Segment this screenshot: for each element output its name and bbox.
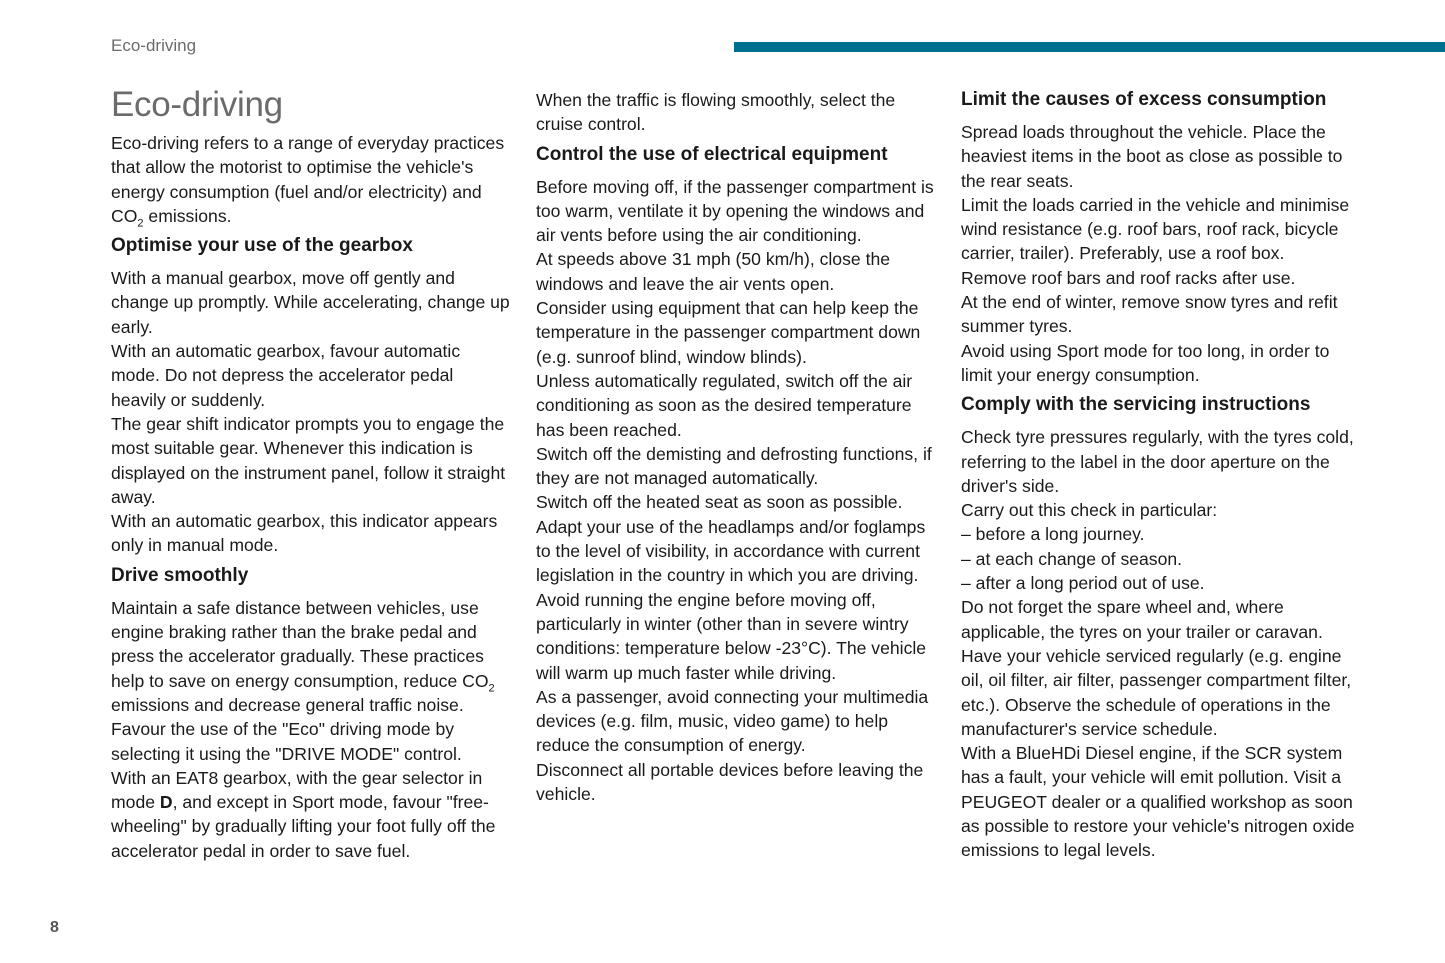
text-run: Limit the loads carried in the vehicle and minimise wind resistance (e.g. roof bars, roof rack, bicycle carrier, trailer). Preferably, use a roof box.: [961, 194, 1350, 264]
paragraph: [536, 515, 936, 588]
subscript: 2: [488, 682, 495, 695]
text-run: With an EAT8 gearbox, with the gear selector in mode: [111, 767, 483, 813]
paragraph: [961, 741, 1361, 862]
text-run: Unless automatically regulated, switch off the air conditioning as soon as the desired temperature has been reached.: [536, 370, 913, 440]
text-run: – before a long journey.: [961, 524, 1145, 545]
paragraph: [961, 290, 1361, 339]
bold-text: D: [159, 792, 173, 813]
text-run: Avoid running the engine before moving off, particularly in winter (other than in severe wintry conditions: temperature below -23°C). The vehicle will warm up much faster while driving.: [536, 589, 927, 683]
paragraph: [536, 296, 936, 369]
text-run: – after a long period out of use.: [961, 573, 1205, 594]
paragraph: [111, 509, 511, 558]
section-heading: [961, 88, 1361, 112]
text-run: Optimise your use of the gearbox: [111, 235, 413, 257]
section-heading: [536, 143, 936, 167]
column-right: [961, 88, 1361, 863]
text-run: , and except in Sport mode, favour "free-wheeling" by gradually lifting your foot fully off the accelerator pedal in order to save fuel.: [111, 792, 496, 861]
paragraph: [961, 498, 1361, 522]
paragraph: [536, 442, 936, 491]
page-number: 8: [50, 919, 59, 936]
text-run: At the end of winter, remove snow tyres and refit summer tyres.: [961, 292, 1338, 337]
paragraph: [536, 685, 936, 758]
subscript: 2: [137, 217, 144, 230]
section-heading: [961, 393, 1361, 417]
paragraph: [961, 644, 1361, 741]
paragraph: [111, 717, 511, 766]
text-run: Drive smoothly: [111, 564, 249, 586]
text-run: The gear shift indicator prompts you to engage the most suitable gear. Whenever this indication is displayed on the instrument panel, follow it straight away.: [111, 413, 506, 507]
running-header: Eco-driving: [111, 36, 197, 55]
text-run: Comply with the servicing instructions: [961, 394, 1311, 416]
text-run: emissions and decrease general traffic noise.: [111, 694, 464, 715]
paragraph: [961, 120, 1361, 193]
text-run: With a BlueHDi Diesel engine, if the SCR system has a fault, your vehicle will emit pollution. Visit a PEUGEOT dealer or a qualified workshop as soon as possible to restore your vehicle's nitrogen oxide emissions to legal levels.: [961, 743, 1355, 861]
text-run: Switch off the demisting and defrosting functions, if they are not managed automatically.: [536, 443, 932, 489]
paragraph: [111, 266, 511, 339]
text-run: Favour the use of the "Eco" driving mode by selecting it using the "DRIVE MODE" control.: [111, 719, 462, 764]
header-accent-bar: [734, 42, 1445, 52]
text-run: Before moving off, if the passenger compartment is too warm, ventilate it by opening the windows and air vents before using the air conditioning.: [536, 176, 934, 246]
page-title: [111, 85, 511, 124]
text-run: When the traffic is flowing smoothly, select the cruise control.: [536, 90, 896, 135]
paragraph: [536, 247, 936, 296]
paragraph: [961, 425, 1361, 498]
text-run: Switch off the heated seat as soon as possible.: [536, 492, 903, 513]
text-run: With an automatic gearbox, this indicator appears only in manual mode.: [111, 511, 498, 556]
text-run: With an automatic gearbox, favour automatic mode. Do not depress the accelerator pedal heavily or suddenly.: [111, 341, 461, 410]
section-heading: [111, 234, 511, 258]
paragraph: [961, 193, 1361, 266]
text-run: Have your vehicle serviced regularly (e.g. engine oil, oil filter, air filter, passenger compartment filter, etc.). Observe the schedule of operations in the manufacturer's service schedule.: [961, 645, 1352, 739]
text-run: Avoid using Sport mode for too long, in order to limit your energy consumption.: [961, 340, 1330, 385]
text-run: Check tyre pressures regularly, with the tyres cold, referring to the label in the door aperture on the driver's side.: [961, 427, 1354, 496]
paragraph: [111, 596, 511, 717]
text-run: With a manual gearbox, move off gently and change up promptly. While accelerating, change up early.: [111, 268, 510, 337]
text-run: Remove roof bars and roof racks after use.: [961, 267, 1296, 288]
paragraph: [961, 266, 1361, 290]
text-run: At speeds above 31 mph (50 km/h), close the windows and leave the air vents open.: [536, 249, 891, 294]
paragraph: [111, 766, 511, 863]
paragraph: [961, 595, 1361, 644]
paragraph: [111, 339, 511, 412]
paragraph: [536, 588, 936, 685]
paragraph: [111, 131, 511, 228]
paragraph: [536, 88, 936, 137]
text-run: Do not forget the spare wheel and, where applicable, the tyres on your trailer or caravan.: [961, 597, 1323, 642]
text-run: emissions.: [143, 205, 232, 226]
paragraph: [111, 412, 511, 509]
text-run: – at each change of season.: [961, 548, 1183, 569]
text-run: Eco-driving: [111, 85, 283, 124]
column-left: [111, 85, 511, 863]
paragraph: [536, 490, 936, 514]
section-heading: [111, 564, 511, 588]
paragraph: [961, 339, 1361, 388]
text-run: Spread loads throughout the vehicle. Place the heaviest items in the boot as close as possible to the rear seats.: [961, 122, 1343, 191]
text-run: Eco-driving refers to a range of everyday practices that allow the motorist to optimise the vehicle's energy consumption (fuel and/or electricity) and CO: [111, 133, 505, 226]
paragraph: [536, 369, 936, 442]
text-run: Disconnect all portable devices before leaving the vehicle.: [536, 759, 924, 805]
list-item: [961, 571, 1361, 595]
text-run: Control the use of electrical equipment: [536, 143, 888, 165]
text-run: Adapt your use of the headlamps and/or foglamps to the level of visibility, in accordance with current legislation in the country in which you are driving.: [536, 516, 926, 586]
text-run: As a passenger, avoid connecting your multimedia devices (e.g. film, music, video game) to help reduce the consumption of energy.: [536, 686, 929, 756]
text-run: Maintain a safe distance between vehicles, use engine braking rather than the brake pedal and press the accelerator gradually. These practices help to save on energy consumption, reduce CO: [111, 597, 489, 691]
text-run: Carry out this check in particular:: [961, 500, 1218, 521]
column-middle: [536, 88, 936, 806]
paragraph: [536, 175, 936, 248]
text-run: Consider using equipment that can help keep the temperature in the passenger compartment down (e.g. sunroof blind, window blinds).: [536, 298, 921, 367]
list-item: [961, 522, 1361, 546]
list-item: [961, 547, 1361, 571]
paragraph: [536, 758, 936, 807]
text-run: Limit the causes of excess consumption: [961, 89, 1327, 110]
